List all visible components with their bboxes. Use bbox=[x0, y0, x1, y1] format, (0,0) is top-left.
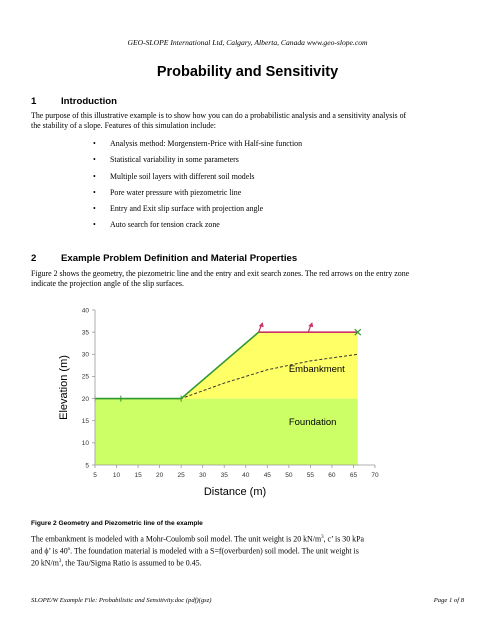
section-2-title: Example Problem Definition and Material Properties bbox=[61, 253, 298, 264]
list-item: • Auto search for tension crack zone bbox=[55, 220, 455, 236]
intro-paragraph: The purpose of this illustrative example is to show how you can do a probabilistic analysis and a sensitivity analysis of the stability of a slope. Features of this simulation include: bbox=[31, 111, 407, 131]
x-tick-label: 55 bbox=[306, 472, 315, 479]
x-axis-label: Distance (m) bbox=[203, 486, 267, 498]
y-axis-ticks bbox=[82, 307, 95, 469]
y-tick-label: 20 bbox=[81, 395, 89, 403]
x-tick-label: 45 bbox=[263, 472, 271, 479]
page-title: Probability and Sensitivity bbox=[156, 64, 339, 80]
x-tick-label: 65 bbox=[349, 472, 358, 479]
section-1-heading bbox=[31, 96, 117, 107]
list-item: • Analysis method: Morgenstern-Price with Half-sine function bbox=[55, 139, 455, 155]
footer-page-number: Page 1 of 8 bbox=[433, 597, 464, 604]
x-tick-label: 25 bbox=[177, 472, 185, 479]
y-tick-label: 35 bbox=[81, 329, 89, 337]
text-run: ’ is 40 bbox=[48, 546, 68, 556]
feature-list bbox=[55, 139, 455, 237]
section-2-number: 2 bbox=[31, 253, 37, 264]
text-run: , the Tau/Sigma Ratio is assumed to be 0.45. bbox=[61, 558, 202, 568]
material-line-2 bbox=[31, 545, 451, 557]
material-paragraph bbox=[31, 533, 451, 568]
section-1-title: Introduction bbox=[61, 96, 117, 107]
x-tick-label: 20 bbox=[155, 472, 164, 479]
x-tick-label: 35 bbox=[220, 472, 228, 479]
x-tick-label: 70 bbox=[371, 472, 379, 479]
region-label-foundation: Foundation bbox=[288, 417, 337, 429]
x-tick-label: 60 bbox=[328, 472, 336, 479]
list-item: • Entry and Exit slip surface with projection angle bbox=[55, 204, 455, 220]
running-header: GEO-SLOPE International Ltd, Calgary, Alberta, Canada www.geo-slope.com bbox=[127, 38, 368, 47]
figure-description-paragraph: Figure 2 shows the geometry, the piezometric line and the entry and exit search zones. The red arrows on the entry zone indicate the projection angle of the slip surfaces. bbox=[31, 269, 410, 289]
phi-symbol: ϕ bbox=[44, 546, 49, 556]
section-2-heading bbox=[31, 253, 297, 264]
material-line-3 bbox=[31, 557, 451, 569]
list-item: • Statistical variability in some parameters bbox=[55, 155, 455, 171]
text-run: . The foundation material is modeled with a S=f(overburden) soil model. The unit weight is bbox=[70, 546, 359, 556]
text-run: , c’ is 30 kPa bbox=[323, 534, 364, 544]
text-run: The embankment is modeled with a Mohr-Coulomb soil model. The unit weight is 20 kN/m bbox=[31, 534, 322, 544]
x-tick-label: 30 bbox=[199, 472, 207, 479]
projection-arrow-head bbox=[259, 322, 264, 327]
superscript: 3 bbox=[321, 535, 324, 540]
y-tick-label: 15 bbox=[81, 418, 89, 426]
material-line-1 bbox=[31, 533, 451, 545]
x-tick-label: 40 bbox=[242, 472, 250, 479]
y-tick-label: 25 bbox=[81, 373, 89, 381]
x-tick-label: 5 bbox=[93, 472, 97, 479]
y-tick-label: 10 bbox=[81, 440, 89, 448]
foundation-region bbox=[95, 399, 358, 465]
list-item: • Pore water pressure with piezometric line bbox=[55, 188, 455, 204]
x-axis-ticks bbox=[93, 465, 379, 479]
x-tick-label: 15 bbox=[134, 472, 142, 479]
footer-file-name: SLOPE/W Example File: Probabilistic and Sensitivity.doc (pdf)(gsz) bbox=[31, 597, 212, 604]
y-tick-label: 5 bbox=[85, 462, 89, 470]
projection-arrow-head bbox=[308, 322, 313, 327]
x-tick-label: 10 bbox=[112, 472, 121, 479]
section-1-number: 1 bbox=[31, 96, 37, 107]
text-run: and bbox=[31, 546, 45, 556]
list-item: • Multiple soil layers with different soil models bbox=[55, 172, 455, 188]
degree-superscript: o bbox=[67, 546, 71, 552]
y-tick-label: 30 bbox=[81, 351, 89, 359]
y-axis-label: Elevation (m) bbox=[58, 355, 70, 420]
figure-caption: Figure 2 Geometry and Piezometric line of the example bbox=[31, 520, 203, 527]
y-tick-label: 40 bbox=[81, 307, 89, 315]
text-run: 20 kN/m bbox=[31, 558, 59, 568]
superscript: 3 bbox=[58, 558, 62, 564]
geometry-chart bbox=[45, 300, 385, 500]
x-tick-label: 50 bbox=[285, 472, 293, 479]
region-label-embankment: Embankment bbox=[288, 364, 345, 375]
